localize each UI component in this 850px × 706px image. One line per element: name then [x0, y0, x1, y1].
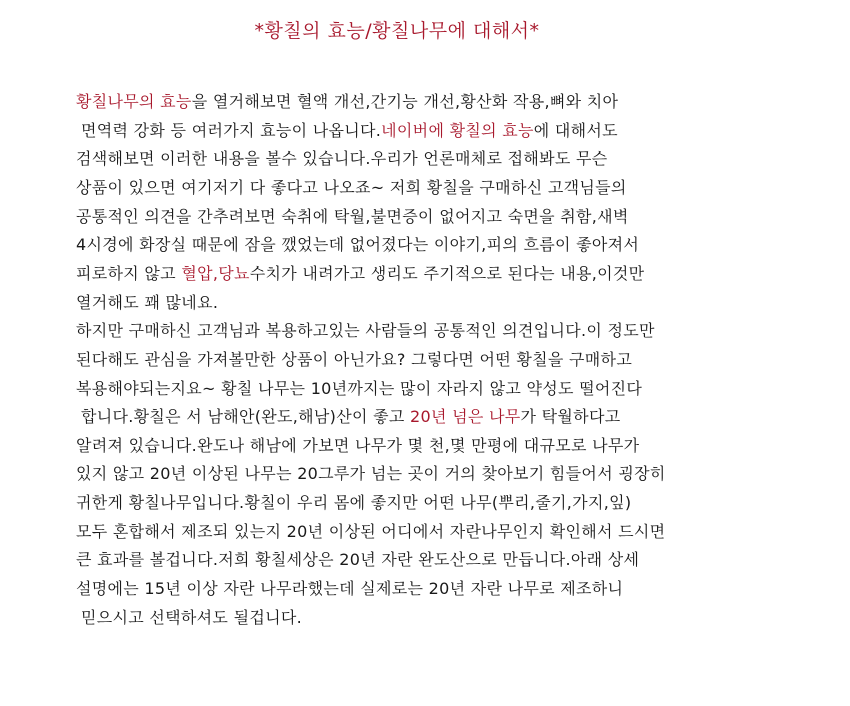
body-line [76, 175, 627, 201]
body-text: 상품이 있으면 여기저기 다 좋다고 나오죠~ 저희 황칠을 구매하신 고객님들의 [76, 177, 627, 197]
body-text: 검색해보면 이러한 내용을 볼수 있습니다.우리가 언론매체로 접해봐도 무슨 [76, 149, 608, 169]
body-text: 귀한게 황칠나무입니다.황칠이 우리 몸에 좋지만 어떤 나무(뿌리,줄기,가지,잎) [76, 493, 632, 513]
highlighted-text: 네이버에 황칠의 효능 [381, 120, 534, 140]
body-text: 을 열거해보면 혈액 개선,간기능 개선,황산화 작용,뼈와 치아 [191, 92, 619, 111]
body-line [76, 232, 639, 258]
body-text: 수치가 내려가고 생리도 주기적으로 된다는 내용,이것만 [249, 263, 645, 283]
body-text: 복용해야되는지요~ 황칠 나무는 10년까지는 많이 자라지 않고 약성도 떨어진다 [76, 378, 643, 398]
body-line [76, 146, 608, 172]
body-text: 4시경에 화장실 때문에 잠을 깼었는데 없어졌다는 이야기,피의 흐름이 좋아져서 [76, 235, 640, 255]
body-text: 열거해도 꽤 많네요. [76, 292, 219, 312]
body-line [76, 347, 632, 373]
highlighted-text: 황칠나무의 효능 [76, 92, 192, 111]
body-line [76, 376, 642, 402]
body-text: 된다해도 관심을 가져볼만한 상품이 아닌가요? 그렇다면 어떤 황칠을 구매하고 [76, 349, 633, 369]
body-text: 모두 혼합해서 제조되 있는지 20년 이상된 어디에서 자란나무인지 확인해서 드시면 [76, 521, 666, 541]
body-text: 설명에는 15년 이상 자란 나무라했는데 실제로는 20년 자란 나무로 제조하니 [76, 579, 624, 599]
body-line [81, 118, 618, 144]
body-line [76, 490, 631, 516]
body-line [81, 404, 620, 430]
highlighted-text: 혈압,당뇨 [181, 263, 250, 283]
body-line [76, 318, 655, 344]
body-line [76, 547, 639, 573]
body-text: 피로하지 않고 [76, 263, 182, 283]
body-line [76, 461, 666, 487]
body-text: 믿으시고 선택하셔도 될겁니다. [81, 607, 302, 627]
body-line [76, 290, 218, 316]
body-line [76, 204, 629, 230]
body-text: 있지 않고 20년 이상된 나무는 20그루가 넘는 곳이 거의 찾아보기 힘들어서 굉장히 [76, 464, 666, 484]
body-text: 큰 효과를 볼겁니다.저희 황칠세상은 20년 자란 완도산으로 만듭니다.아래 상세 [76, 550, 640, 570]
body-line [81, 605, 302, 631]
body-text: 알려져 있습니다.완도나 해남에 가보면 나무가 몇 천,몇 만평에 대규모로 나무가 [76, 435, 640, 455]
body-line [76, 433, 639, 459]
body-line [76, 89, 618, 115]
body-line [76, 576, 623, 602]
body-text: 공통적인 의견을 간추려보면 숙취에 탁월,불면증이 없어지고 숙면을 취함,새벽 [76, 206, 629, 226]
body-text: 가 탁월하다고 [520, 407, 621, 427]
body-line [76, 261, 644, 287]
body-text: 하지만 구매하신 고객님과 복용하고있는 사람들의 공통적인 의견입니다.이 정도만 [76, 321, 655, 341]
highlighted-text: 20년 넘은 나무 [410, 407, 521, 427]
body-line [76, 519, 665, 545]
body-text: 면역력 강화 등 여러가지 효능이 나옵니다. [81, 120, 382, 140]
body-text: 합니다.황칠은 서 남해안(완도,해남)산이 좋고 [81, 407, 411, 427]
page-title: *황칠의 효능/황칠나무에 대해서* [254, 20, 540, 42]
body-text: 에 대해서도 [533, 120, 618, 140]
